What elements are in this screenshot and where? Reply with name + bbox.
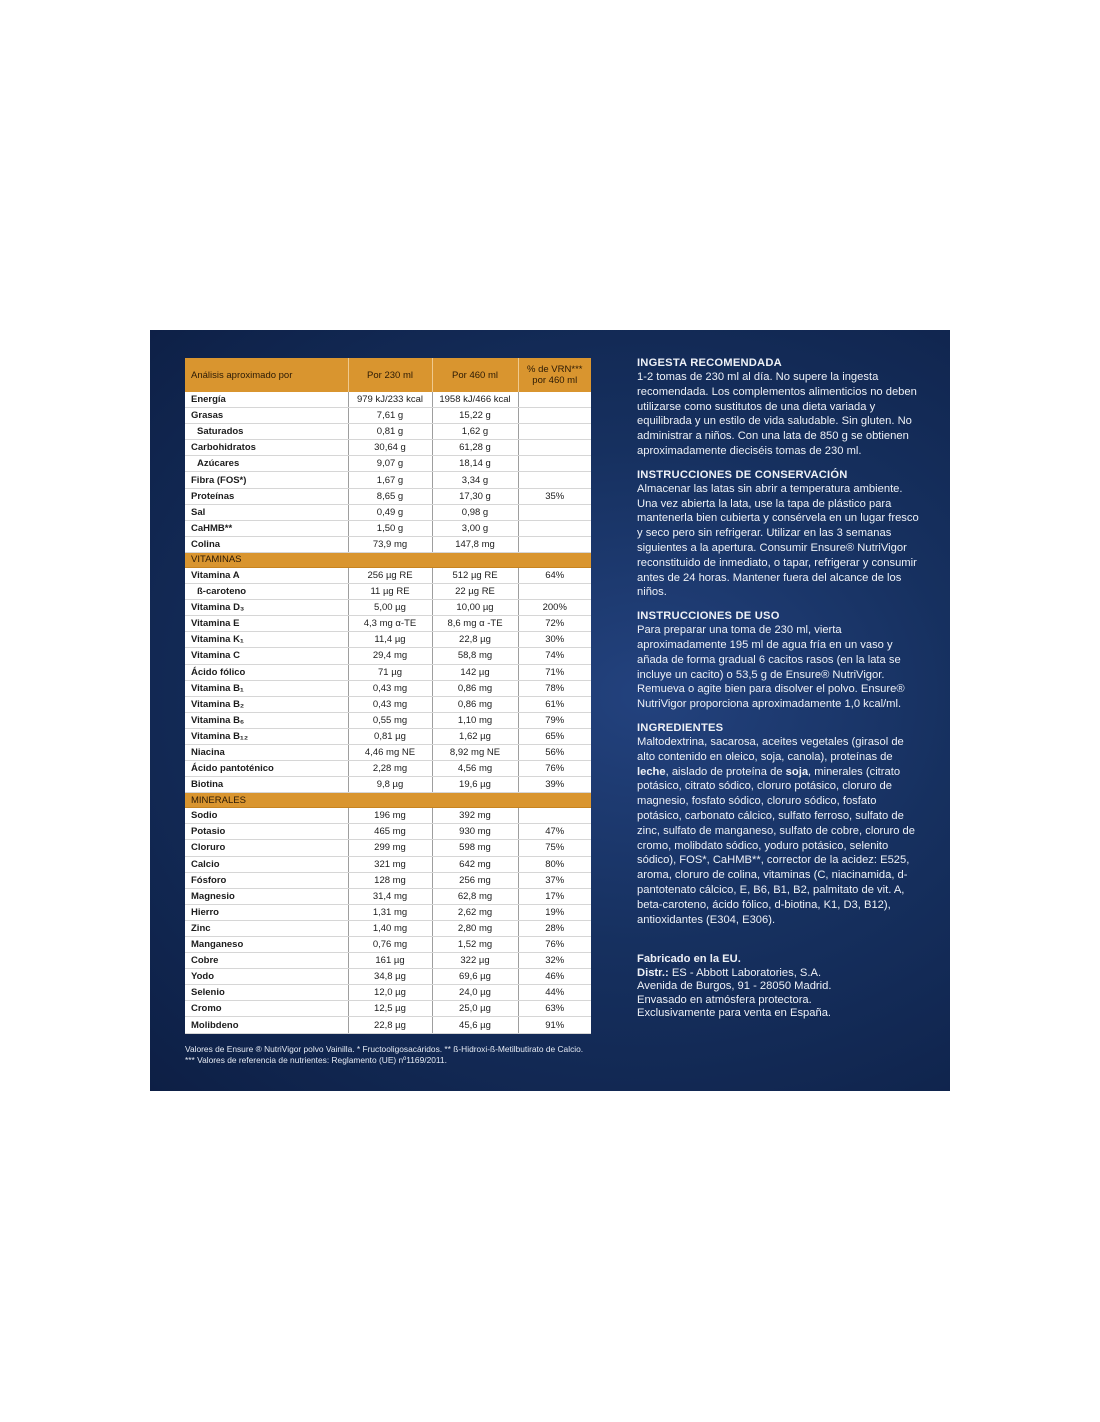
nutrient-value-vrn: 37% (518, 872, 591, 888)
allergen-soja: soja (785, 765, 809, 778)
section-header-row (185, 793, 591, 808)
nutrient-value-v460: 1,10 mg (432, 712, 518, 728)
nutrient-value-vrn: 200% (518, 600, 591, 616)
table-row (185, 937, 591, 953)
nutrient-value-v230: 128 mg (348, 872, 432, 888)
nutrient-name: Vitamina B₆ (185, 712, 348, 728)
nutrient-name: Fósforo (185, 872, 348, 888)
nutrient-value-v230: 7,61 g (348, 408, 432, 424)
nutrient-value-v230: 34,8 µg (348, 969, 432, 985)
header-vrn: % de VRN*** por 460 ml (518, 358, 591, 392)
nutrient-value-v460: 0,98 g (432, 504, 518, 520)
ingredientes-title: INGREDIENTES (637, 721, 724, 734)
table-row (185, 840, 591, 856)
table-footnote: Valores de Ensure ® NutriVigor polvo Vainilla. * Fructooligosacáridos. ** ß-Hidroxi-ß-Metilbutirato de Calcio. *** Valores de referencia de nutrientes: Reglamento (UE) nº1169/2011. (185, 1044, 584, 1065)
table-row (185, 1017, 591, 1033)
nutrient-value-v230: 196 mg (348, 808, 432, 824)
nutrient-value-v230: 299 mg (348, 840, 432, 856)
nutrient-value-v460: 15,22 g (432, 408, 518, 424)
nutrient-value-vrn: 39% (518, 777, 591, 793)
nutrient-value-vrn: 79% (518, 712, 591, 728)
table-row (185, 392, 591, 408)
table-row (185, 616, 591, 632)
nutrient-value-v230: 161 µg (348, 953, 432, 969)
nutrient-value-vrn (518, 472, 591, 488)
nutrient-value-vrn: 44% (518, 985, 591, 1001)
nutrient-value-vrn (518, 424, 591, 440)
nutrient-name: ß-caroteno (185, 584, 348, 600)
nutrient-value-v460: 4,56 mg (432, 761, 518, 777)
nutrient-value-v460: 8,92 mg NE (432, 744, 518, 760)
info-column (637, 356, 922, 1020)
nutrient-value-v230: 9,07 g (348, 456, 432, 472)
table-row (185, 824, 591, 840)
nutrient-value-v230: 30,64 g (348, 440, 432, 456)
nutrient-value-v230: 0,55 mg (348, 712, 432, 728)
nutrient-value-vrn (518, 392, 591, 408)
nutrient-name: Vitamina C (185, 648, 348, 664)
table-row (185, 632, 591, 648)
nutrient-value-v230: 73,9 mg (348, 536, 432, 552)
nutrient-value-v460: 642 mg (432, 856, 518, 872)
nutrient-value-v460: 22 µg RE (432, 584, 518, 600)
nutrient-value-vrn: 56% (518, 744, 591, 760)
table-row (185, 680, 591, 696)
ingredientes-body (637, 735, 922, 927)
nutrient-value-v460: 2,62 mg (432, 904, 518, 920)
nutrient-value-v460: 69,6 µg (432, 969, 518, 985)
nutrient-value-vrn: 91% (518, 1017, 591, 1033)
nutrient-value-v230: 0,49 g (348, 504, 432, 520)
table-row (185, 953, 591, 969)
nutrient-value-vrn: 30% (518, 632, 591, 648)
nutrient-name: Hierro (185, 904, 348, 920)
table-row (185, 985, 591, 1001)
uso-body: Para preparar una toma de 230 ml, vierta aproximadamente 195 ml de agua fría en un vaso y añada de forma gradual 6 cacitos rasos (en la lata se incluye un cacito) o 53,5 g de Ensure® NutriVigor. Remueva o agite bien para disolver el polvo. Ensure® NutriVigor proporciona aproximadamente 1,0 kcal/ml. (637, 624, 905, 711)
section-header: VITAMINAS (185, 552, 591, 567)
nutrient-value-v460: 18,14 g (432, 456, 518, 472)
nutrient-value-v460: 147,8 mg (432, 536, 518, 552)
nutrient-value-v230: 0,81 µg (348, 728, 432, 744)
nutrient-value-v230: 0,76 mg (348, 937, 432, 953)
table-row (185, 728, 591, 744)
nutrient-value-v230: 12,0 µg (348, 985, 432, 1001)
nutrition-table (185, 358, 591, 1034)
nutrient-value-v230: 1,31 mg (348, 904, 432, 920)
nutrient-value-v460: 930 mg (432, 824, 518, 840)
nutrient-name: Colina (185, 536, 348, 552)
nutrient-value-v230: 29,4 mg (348, 648, 432, 664)
nutrient-name: Vitamina D₃ (185, 600, 348, 616)
table-row (185, 488, 591, 504)
nutrient-value-vrn (518, 584, 591, 600)
ingesta-title: INGESTA RECOMENDADA (637, 357, 782, 369)
sales-line: Exclusivamente para venta en España. (637, 1006, 832, 1019)
table-row (185, 456, 591, 472)
distr-text: ES - Abbott Laboratories, S.A. (668, 966, 822, 979)
table-row (185, 904, 591, 920)
nutrient-name: Vitamina B₁ (185, 680, 348, 696)
nutrient-name: Biotina (185, 777, 348, 793)
nutrient-value-v460: 10,00 µg (432, 600, 518, 616)
nutrient-value-vrn: 80% (518, 856, 591, 872)
nutrient-value-vrn: 61% (518, 696, 591, 712)
nutrient-value-v460: 45,6 µg (432, 1017, 518, 1033)
nutrient-name: Magnesio (185, 888, 348, 904)
ingredientes-text-1: Maltodextrina, sacarosa, aceites vegetales (girasol de alto contenido en oleico, soja, canola), proteínas de (637, 735, 904, 763)
nutrient-name: Ácido pantoténico (185, 761, 348, 777)
nutrient-value-v460: 62,8 mg (432, 888, 518, 904)
nutrient-value-v230: 2,28 mg (348, 761, 432, 777)
nutrient-value-v230: 11,4 µg (348, 632, 432, 648)
fabricado-line: Fabricado en la EU. (637, 953, 741, 966)
nutrient-value-v230: 1,50 g (348, 520, 432, 536)
nutrient-value-v460: 1,62 µg (432, 728, 518, 744)
nutrition-table-wrapper (185, 358, 591, 1034)
nutrient-value-v460: 256 mg (432, 872, 518, 888)
nutrient-value-vrn: 19% (518, 904, 591, 920)
nutrition-table-body (185, 392, 591, 1033)
nutrient-name: Vitamina A (185, 567, 348, 583)
table-row (185, 920, 591, 936)
conservacion-title: INSTRUCCIONES DE CONSERVACIÓN (637, 468, 848, 481)
nutrient-name: Potasio (185, 824, 348, 840)
nutrient-name: Azúcares (185, 456, 348, 472)
nutrient-value-v460: 24,0 µg (432, 985, 518, 1001)
nutrient-value-v460: 25,0 µg (432, 1001, 518, 1017)
table-row (185, 696, 591, 712)
nutrient-value-vrn (518, 456, 591, 472)
nutrient-name: Energía (185, 392, 348, 408)
table-row (185, 600, 591, 616)
table-row (185, 1001, 591, 1017)
nutrient-value-vrn (518, 536, 591, 552)
nutrient-value-vrn: 72% (518, 616, 591, 632)
nutrient-name: Vitamina B₂ (185, 696, 348, 712)
nutrient-name: Vitamina B₁₂ (185, 728, 348, 744)
nutrient-value-vrn: 28% (518, 920, 591, 936)
nutrient-value-v460: 392 mg (432, 808, 518, 824)
nutrient-value-v460: 58,8 mg (432, 648, 518, 664)
nutrient-name: Vitamina K₁ (185, 632, 348, 648)
nutrient-name: Vitamina E (185, 616, 348, 632)
nutrient-name: Grasas (185, 408, 348, 424)
table-row (185, 808, 591, 824)
table-row (185, 504, 591, 520)
section-header-row (185, 552, 591, 567)
nutrient-value-v230: 9,8 µg (348, 777, 432, 793)
header-230ml: Por 230 ml (348, 358, 432, 392)
nutrient-name: Cromo (185, 1001, 348, 1017)
nutrient-value-vrn: 32% (518, 953, 591, 969)
nutrient-value-vrn: 47% (518, 824, 591, 840)
nutrient-value-v460: 598 mg (432, 840, 518, 856)
table-row (185, 584, 591, 600)
allergen-leche: leche (637, 765, 666, 778)
uso-title: INSTRUCCIONES DE USO (637, 610, 780, 623)
nutrient-value-vrn (518, 504, 591, 520)
section-header: MINERALES (185, 793, 591, 808)
ingredientes-text-3: , minerales (citrato potásico, citrato sódico, cloruro potásico, cloruro de magnesio, fosfato sódico, cloruro sódico, fosfato potásico, carbonato cálcico, sulfato ferroso, sulfato de zinc, sulfato de manganeso, sulfato de cobre, cloruro de cromo, molibdato sódico, yoduro potásico, selenito sódico), FOS*, CaHMB**, corrector de la acidez: E525, aroma, cloruro de colina, vitaminas (C, niacinamida, d-pantotenato cálcico, E, B6, B1, B2, palmitato de vit. A, beta-caroteno, ácido fólico, d-biotina, K1, D3, B12), antioxidantes (E304, E306). (637, 765, 915, 926)
nutrient-value-vrn (518, 520, 591, 536)
table-row (185, 648, 591, 664)
table-header-row (185, 358, 591, 392)
nutrient-value-v230: 0,43 mg (348, 696, 432, 712)
nutrient-value-vrn: 75% (518, 840, 591, 856)
nutrient-value-v230: 465 mg (348, 824, 432, 840)
nutrient-name: Yodo (185, 969, 348, 985)
nutrient-value-v230: 11 µg RE (348, 584, 432, 600)
nutrient-value-vrn (518, 440, 591, 456)
nutrient-value-v230: 321 mg (348, 856, 432, 872)
nutrient-value-vrn: 35% (518, 488, 591, 504)
nutrient-value-vrn: 71% (518, 664, 591, 680)
nutrient-value-v460: 8,6 mg α -TE (432, 616, 518, 632)
nutrient-name: Fibra (FOS*) (185, 472, 348, 488)
nutrient-value-v460: 19,6 µg (432, 777, 518, 793)
table-row (185, 408, 591, 424)
nutrient-value-v230: 5,00 µg (348, 600, 432, 616)
nutrient-value-v460: 2,80 mg (432, 920, 518, 936)
table-row (185, 744, 591, 760)
nutrient-name: Saturados (185, 424, 348, 440)
nutrient-name: Proteínas (185, 488, 348, 504)
nutrient-value-v460: 0,86 mg (432, 696, 518, 712)
table-row (185, 777, 591, 793)
nutrient-value-vrn: 17% (518, 888, 591, 904)
nutrient-name: Carbohidratos (185, 440, 348, 456)
nutrient-value-v230: 0,43 mg (348, 680, 432, 696)
nutrient-value-v460: 142 µg (432, 664, 518, 680)
nutrient-value-v460: 1958 kJ/466 kcal (432, 392, 518, 408)
nutrient-value-v460: 61,28 g (432, 440, 518, 456)
table-row (185, 872, 591, 888)
nutrient-value-vrn (518, 408, 591, 424)
nutrient-value-v230: 979 kJ/233 kcal (348, 392, 432, 408)
table-row (185, 472, 591, 488)
nutrient-name: Molibdeno (185, 1017, 348, 1033)
nutrient-value-v230: 256 µg RE (348, 567, 432, 583)
nutrient-value-v230: 1,40 mg (348, 920, 432, 936)
nutrient-value-v460: 1,52 mg (432, 937, 518, 953)
ingredientes-text-2: , aislado de proteína de (665, 765, 786, 778)
nutrient-name: Niacina (185, 744, 348, 760)
nutrient-value-v230: 31,4 mg (348, 888, 432, 904)
nutrient-value-v230: 4,46 mg NE (348, 744, 432, 760)
nutrient-value-v230: 22,8 µg (348, 1017, 432, 1033)
table-row (185, 664, 591, 680)
ingesta-body: 1-2 tomas de 230 ml al día. No supere la ingesta recomendada. Los complementos alimenticios no deben utilizarse como sustitutos de una dieta variada y equilibrada y un estilo de vida saludable. Sin gluten. No administrar a niños. Con una lata de 850 g se obtienen aproximadamente dieciséis tomas de 230 ml. (637, 371, 917, 457)
table-row (185, 520, 591, 536)
nutrient-value-v460: 22,8 µg (432, 632, 518, 648)
nutrient-value-v230: 1,67 g (348, 472, 432, 488)
nutrient-name: CaHMB** (185, 520, 348, 536)
nutrient-value-v460: 512 µg RE (432, 567, 518, 583)
address-line: Avenida de Burgos, 91 - 28050 Madrid. (637, 980, 832, 993)
nutrient-value-vrn (518, 808, 591, 824)
nutrient-name: Cobre (185, 953, 348, 969)
table-row (185, 536, 591, 552)
table-row (185, 888, 591, 904)
nutrient-value-v460: 3,00 g (432, 520, 518, 536)
nutrient-value-v460: 322 µg (432, 953, 518, 969)
nutrient-name: Manganeso (185, 937, 348, 953)
nutrient-name: Cloruro (185, 840, 348, 856)
conservacion-body: Almacenar las latas sin abrir a temperatura ambiente. Una vez abierta la lata, use la tapa de plástico para mantenerla bien cubierta y consérvela en un lugar fresco y seco pero sin refrigerar. Utilizar en las 3 semanas siguientes a la apertura. Consumir Ensure® NutriVigor reconstituido de inmediato, o tapar, refrigerar y consumir antes de 24 horas. Mantener fuera del alcance de los niños. (637, 482, 919, 599)
table-row (185, 969, 591, 985)
table-row (185, 567, 591, 583)
nutrient-name: Selenio (185, 985, 348, 1001)
nutrient-value-vrn: 65% (518, 728, 591, 744)
nutrient-value-v460: 17,30 g (432, 488, 518, 504)
table-row (185, 761, 591, 777)
nutrient-name: Zinc (185, 920, 348, 936)
nutrient-value-vrn: 78% (518, 680, 591, 696)
nutrient-value-vrn: 76% (518, 937, 591, 953)
nutrient-value-v460: 0,86 mg (432, 680, 518, 696)
nutrient-value-vrn: 63% (518, 1001, 591, 1017)
nutrient-name: Sal (185, 504, 348, 520)
distr-label: Distr.: (637, 966, 669, 979)
nutrient-name: Ácido fólico (185, 664, 348, 680)
nutrient-name: Sodio (185, 808, 348, 824)
nutrient-value-vrn: 74% (518, 648, 591, 664)
nutrient-value-vrn: 46% (518, 969, 591, 985)
table-row (185, 424, 591, 440)
nutrient-value-v230: 8,65 g (348, 488, 432, 504)
nutrient-value-vrn: 64% (518, 567, 591, 583)
packaging-line: Envasado en atmósfera protectora. (637, 993, 812, 1006)
header-460ml: Por 460 ml (432, 358, 518, 392)
nutrient-value-v460: 1,62 g (432, 424, 518, 440)
nutrient-value-v460: 3,34 g (432, 472, 518, 488)
nutrient-value-v230: 71 µg (348, 664, 432, 680)
nutrient-name: Calcio (185, 856, 348, 872)
table-row (185, 712, 591, 728)
table-row (185, 440, 591, 456)
manufacturer-info (637, 953, 922, 1020)
nutrient-value-v230: 4,3 mg α-TE (348, 616, 432, 632)
table-row (185, 856, 591, 872)
nutrient-value-vrn: 76% (518, 761, 591, 777)
nutrient-value-v230: 0,81 g (348, 424, 432, 440)
header-analisis: Análisis aproximado por (185, 358, 348, 392)
nutrient-value-v230: 12,5 µg (348, 1001, 432, 1017)
label-panel (150, 330, 950, 1091)
